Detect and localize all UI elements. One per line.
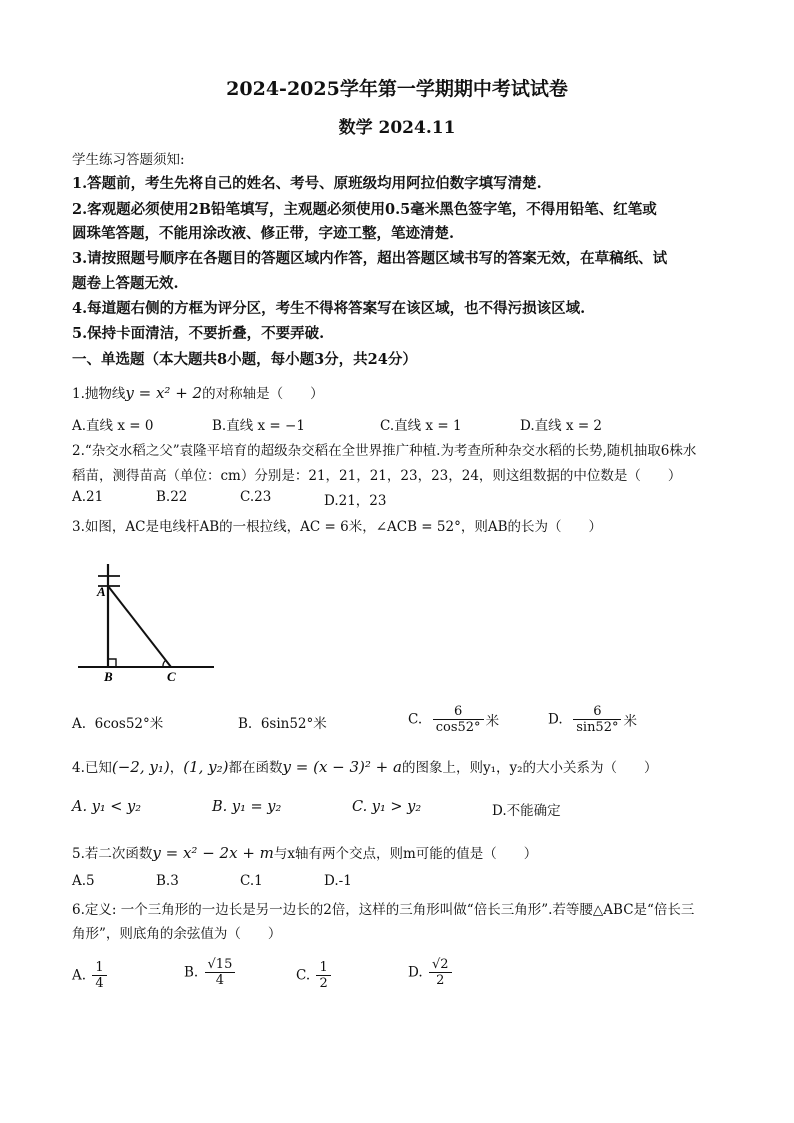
q3-option-d-label: D.	[548, 711, 563, 728]
q4-point-2: (1, y₂)	[183, 758, 229, 776]
q6-option-c-fraction	[316, 960, 330, 991]
q3-option-d-den: sin52°	[573, 719, 621, 735]
q2-option-c[interactable]: C.23	[240, 489, 272, 505]
q1-option-a[interactable]: A.直线 x = 0	[72, 418, 154, 434]
q4-mid: 都在函数	[228, 760, 283, 776]
q4-prefix: 4.已知	[72, 760, 112, 776]
question-2-line-2: 稻苗，测得苗高（单位：cm）分别是：21，21，21，23，23，24，则这组数据的中位数是（ ）	[72, 468, 682, 484]
q6-option-d-label: D.	[408, 964, 423, 981]
q3-option-a-label: A.	[72, 716, 87, 732]
q2-option-b[interactable]: B.22	[156, 489, 188, 505]
q4-option-b[interactable]: B. y₁ = y₂	[212, 799, 282, 815]
question-3: 3.如图，AC是电线杆AB的一根拉线，AC = 6米，∠ACB = 52°，则AB的长为（ ）	[72, 519, 602, 535]
q5-option-a[interactable]: A.5	[72, 873, 95, 889]
q1-option-b[interactable]: B.直线 x = −1	[212, 418, 305, 434]
q5-option-c[interactable]: C.1	[240, 873, 263, 889]
q6-option-c-label: C.	[296, 967, 311, 984]
q1-prefix: 1.抛物线	[72, 386, 126, 402]
q4-option-d[interactable]: D.不能确定	[492, 803, 561, 819]
q6-option-d-den: 2	[429, 972, 452, 988]
q3-option-c-label: C.	[408, 711, 423, 728]
q3-option-c-fraction	[433, 704, 484, 735]
q5-prefix: 5.若二次函数	[72, 846, 153, 862]
label-b: B	[104, 669, 113, 684]
notice-item-1: 1.答题前，考生先将自己的姓名、考号、原班级均用阿拉伯数字填写清楚.	[72, 175, 542, 192]
q6-option-b-den: 4	[205, 972, 236, 988]
guy-wire-line	[108, 586, 171, 667]
q3-option-d[interactable]	[548, 704, 637, 735]
q3-option-c[interactable]	[408, 704, 499, 735]
q6-option-a-den: 4	[92, 975, 106, 991]
question-2-line-1: 2.“杂交水稻之父”袁隆平培育的超级杂交稻在全世界推广种植.为考查所种杂交水稻的长势,随机抽取6株水	[72, 443, 697, 459]
q6-option-a[interactable]	[72, 960, 109, 991]
notice-item-5: 5.保持卡面清洁，不要折叠，不要弄破.	[72, 325, 325, 342]
section-heading: 一、单选题（本大题共8小题，每小题3分，共24分）	[72, 351, 417, 368]
q6-option-b-label: B.	[184, 964, 199, 981]
q6-option-c-den: 2	[316, 975, 330, 991]
q3-option-d-unit: 米	[623, 713, 637, 730]
q1-option-d[interactable]: D.直线 x = 2	[520, 418, 603, 434]
q6-option-c-num: 1	[319, 960, 328, 975]
exam-subtitle: 数学 2024.11	[338, 118, 456, 138]
question-1	[72, 382, 324, 402]
q3-figure	[76, 560, 216, 685]
q6-option-d-fraction	[429, 957, 452, 988]
q3-option-b-expr: 6sin52°米	[260, 716, 327, 732]
notice-heading: 学生练习答题须知:	[72, 152, 185, 168]
q4-sep: ，	[169, 760, 184, 776]
notice-item-2-cont: 圆珠笔答题，不能用涂改液、修正带，字迹工整，笔迹清楚.	[72, 225, 455, 242]
label-c: C	[167, 669, 176, 684]
angle-arc	[163, 660, 166, 667]
q4-suffix: 的图象上，则y₁，y₂的大小关系为（ ）	[401, 760, 658, 776]
q6-option-d[interactable]	[408, 957, 454, 988]
q6-option-b-fraction	[205, 957, 236, 988]
q3-option-c-den: cos52°	[433, 719, 484, 735]
q6-option-a-label: A.	[72, 967, 87, 984]
q2-option-a[interactable]: A.21	[72, 489, 104, 505]
right-angle-mark	[108, 659, 116, 667]
q3-option-a-expr: 6cos52°米	[94, 716, 164, 732]
notice-item-4: 4.每道题右侧的方框为评分区，考生不得将答案写在该区域，也不得污损该区域.	[72, 300, 586, 317]
notice-item-3: 3.请按照题号顺序在各题目的答题区域内作答，超出答题区域书写的答案无效，在草稿纸、试	[72, 250, 668, 267]
q3-option-d-num: 6	[593, 704, 602, 719]
q4-option-a[interactable]: A. y₁ < y₂	[72, 799, 142, 815]
q5-option-b[interactable]: B.3	[156, 873, 179, 889]
q5-expr: y = x² − 2x + m	[152, 844, 274, 862]
q6-option-d-num: √2	[431, 957, 449, 972]
q6-option-b-num: √15	[207, 957, 233, 972]
notice-item-2: 2.客观题必须使用2B铅笔填写，主观题必须使用0.5毫米黑色签字笔，不得用铅笔、红笔或	[72, 201, 657, 218]
q6-option-a-fraction	[92, 960, 106, 991]
q1-suffix: 的对称轴是（ ）	[202, 386, 324, 402]
q4-option-c[interactable]: C. y₁ > y₂	[352, 799, 422, 815]
label-a: A	[97, 584, 106, 599]
q3-option-b[interactable]	[238, 712, 327, 732]
q5-option-d[interactable]: D.-1	[324, 873, 352, 889]
question-6-line-2: 角形”，则底角的余弦值为（ ）	[72, 926, 282, 942]
q5-suffix: 与x轴有两个交点，则m可能的值是（ ）	[273, 846, 538, 862]
q6-option-c[interactable]	[296, 960, 333, 991]
q4-function: y = (x − 3)² + a	[282, 758, 402, 776]
q3-option-b-label: B.	[238, 716, 253, 732]
q3-option-a[interactable]	[72, 712, 163, 732]
q1-expr: y = x² + 2	[125, 384, 203, 402]
q1-option-c[interactable]: C.直线 x = 1	[380, 418, 462, 434]
question-5	[72, 842, 537, 862]
q6-option-a-num: 1	[95, 960, 104, 975]
q2-option-d[interactable]: D.21，23	[324, 493, 387, 509]
q4-point-1: (−2, y₁)	[111, 758, 170, 776]
notice-item-3-cont: 题卷上答题无效.	[72, 275, 179, 292]
q6-option-b[interactable]	[184, 957, 237, 988]
q3-option-d-fraction	[573, 704, 621, 735]
exam-title: 2024-2025学年第一学期期中考试试卷	[226, 78, 568, 100]
q3-option-c-num: 6	[454, 704, 463, 719]
question-6-line-1: 6.定义: 一个三角形的一边长是另一边长的2倍，这样的三角形叫做“倍长三角形”.若等腰△ABC是“倍长三	[72, 902, 695, 918]
question-4	[72, 756, 658, 776]
q3-option-c-unit: 米	[485, 713, 500, 730]
